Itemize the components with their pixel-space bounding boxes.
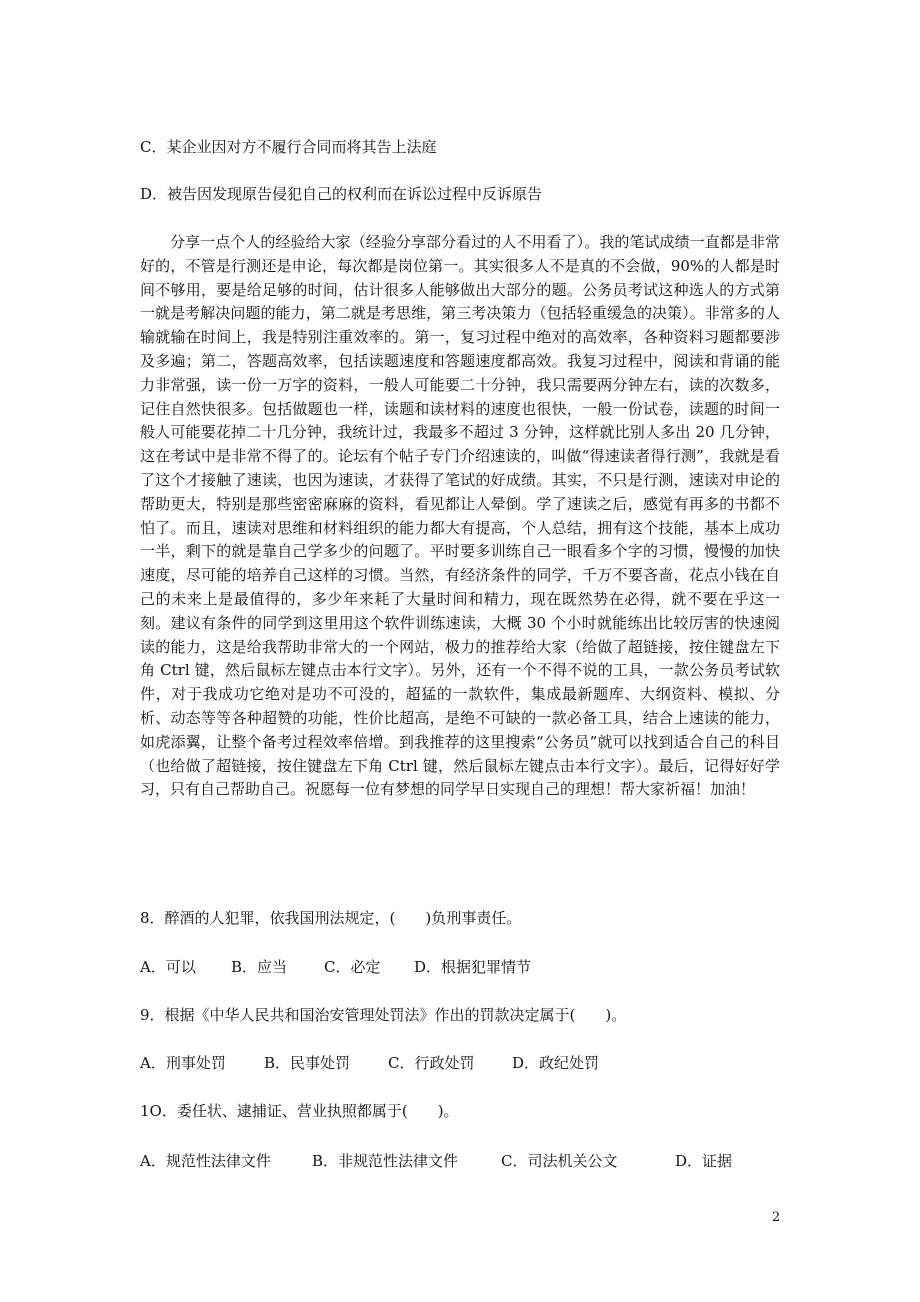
question-8: 8．醉酒的人犯罪，依我国刑法规定，( )负刑事责任。	[140, 909, 522, 927]
page-number: 2	[772, 1210, 781, 1225]
question-9-options	[140, 1053, 599, 1073]
q8-option-a: A．可以	[140, 958, 196, 976]
option-c-previous-question: C．某企业因对方不履行合同而将其告上法庭	[140, 138, 437, 156]
q10-option-b: B．非规范性法律文件	[312, 1152, 459, 1170]
question-8-options	[140, 957, 531, 977]
q9-option-c: C．行政处罚	[388, 1054, 475, 1072]
q8-option-d: D．根据犯罪情节	[414, 958, 532, 976]
q10-option-d: D．证据	[675, 1152, 733, 1170]
question-10-options	[140, 1151, 732, 1171]
experience-paragraph: 分享一点个人的经验给大家（经验分享部分看过的人不用看了）。我的笔试成绩一直都是非常好的，不管是行测还是申论，每次都是岗位第一。其实很多人不是真的不会做，90%的人都是时间不够用，要是给足够的时间，估计很多人能够做出大部分的题。公务员考试这种选人的方式第一就是考解决问题的能力，第二就是考思维，第三考决策力（包括轻重缓急的决策）。非常多的人输就输在时间上，我是特别注重效率的。第一，复习过程中绝对的高效率，各种资料习题都要涉及多遍；第二，答题高效率，包括读题速度和答题速度都高效。我复习过程中，阅读和背诵的能力非常强，读一份一万字的资料，一般人可能要二十分钟，我只需要两分钟左右，读的次数多，记住自然快很多。包括做题也一样，读题和读材料的速度也很快，一般一份试卷，读题的时间一般人可能要花掉二十几分钟，我统计过，我最多不超过 3 分钟，这样就比别人多出 20 几分钟，这在考试中是非常不得了的。论坛有个帖子专门介绍速读的，叫做“得速读者得行测”，我就是看了这个才接触了速读，也因为速读，才获得了笔试的好成绩。其实，不只是行测，速读对申论的帮助更大，特别是那些密密麻麻的资料，看见都让人晕倒。学了速读之后，感觉有再多的书都不怕了。而且，速读对思维和材料组织的能力都大有提高，个人总结，拥有这个技能，基本上成功一半，剩下的就是靠自己学多少的问题了。平时要多训练自己一眼看多个字的习惯，慢慢的加快速度，尽可能的培养自己这样的习惯。当然，有经济条件的同学，千万不要吝啬，花点小钱在自己的未来上是最值得的，多少年来耗了大量时间和精力，现在既然势在必得，就不要在乎这一刻。建议有条件的同学到这里用这个软件训练速读，大概 30 个小时就能练出比较厉害的快速阅读的能力，这是给我帮助非常大的一个网站，极力的推荐给大家（给做了超链接，按住键盘左下角 Ctrl 键，然后鼠标左键点击本行文字）。另外，还有一个不得不说的工具，一款公务员考试软件，对于我成功它绝对是功不可没的，超猛的一款软件，集成最新题库、大纲资料、模拟、分析、动态等等各种超赞的功能，性价比超高，是绝不可缺的一款必备工具，结合上速读的能力，如虎添翼，让整个备考过程效率倍增。到我推荐的这里搜索“公务员”就可以找到适合自己的科目（也给做了超链接，按住键盘左下角 Ctrl 键，然后鼠标左键点击本行文字）。最后，记得好好学习，只有自己帮助自己。祝愿每一位有梦想的同学早日实现自己的理想！帮大家祈福！加油！	[140, 233, 780, 799]
q10-option-c: C．司法机关公文	[501, 1152, 618, 1170]
question-9: 9．根据《中华人民共和国治安管理处罚法》作出的罚款决定属于( )。	[140, 1006, 627, 1024]
q10-option-a: A．规范性法律文件	[140, 1152, 271, 1170]
question-10: 1O．委任状、逮捕证、营业执照都属于( )。	[140, 1102, 459, 1120]
option-d-previous-question: D．被告因发现原告侵犯自己的权利而在诉讼过程中反诉原告	[140, 185, 543, 203]
q9-option-a: A．刑事处罚	[140, 1054, 226, 1072]
q9-option-b: B．民事处罚	[264, 1054, 351, 1072]
q8-option-b: B．应当	[231, 958, 288, 976]
q8-option-c: C．必定	[324, 958, 381, 976]
q9-option-d: D．政纪处罚	[512, 1054, 600, 1072]
